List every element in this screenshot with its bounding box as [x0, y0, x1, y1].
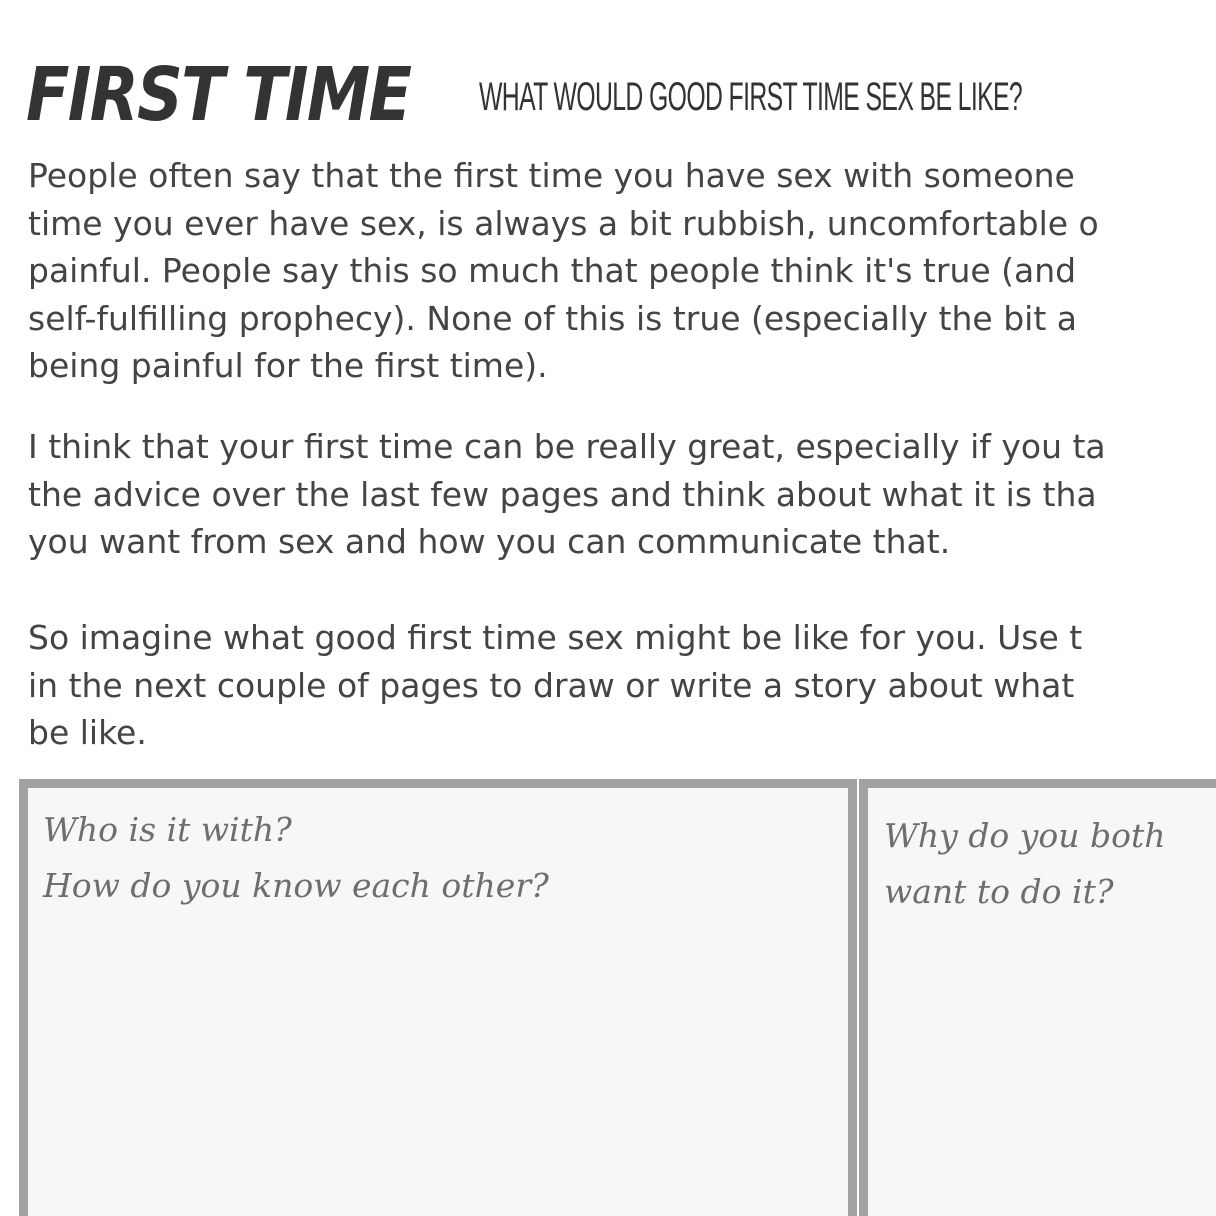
paragraph-line: I think that your first time can be really great, especially if you ta [28, 427, 1106, 466]
paragraph-line: self-fulfilling prophecy). None of this is true (especially the bit a [28, 298, 1077, 338]
page-title: FIRST TIME [26, 52, 411, 138]
paragraph-line: you want from sex and how you can communicate that. [28, 522, 951, 561]
paragraph-line: painful. People say this so much that people think it's true (and [28, 251, 1077, 290]
box-prompt [884, 808, 1166, 920]
who-is-it-with-box[interactable] [19, 779, 857, 1216]
instruction-paragraph [28, 614, 1216, 757]
prompt-line: Who is it with? [43, 810, 292, 849]
paragraph-line: the advice over the last few pages and think about what it is tha [28, 474, 1097, 514]
paragraph-line: be like. [28, 713, 147, 752]
why-do-it-box[interactable] [859, 779, 1216, 1216]
page-subtitle: WHAT WOULD GOOD FIRST TIME SEX BE LIKE? [479, 75, 1023, 119]
paragraph-line: So imagine what good first time sex might be like for you. Use t [28, 618, 1083, 657]
paragraph-line: time you ever have sex, is always a bit rubbish, uncomfortable o [28, 203, 1099, 243]
advice-paragraph [28, 423, 1216, 566]
box-prompt [43, 802, 549, 914]
prompt-line: want to do it? [884, 872, 1114, 911]
prompt-line: Why do you both [884, 816, 1166, 855]
intro-paragraph [28, 152, 1216, 390]
paragraph-line: People often say that the first time you have sex with someone [28, 156, 1075, 195]
paragraph-line: in the next couple of pages to draw or write a story about what [28, 665, 1075, 705]
paragraph-line: being painful for the first time). [28, 346, 548, 385]
prompt-line: How do you know each other? [43, 866, 549, 905]
